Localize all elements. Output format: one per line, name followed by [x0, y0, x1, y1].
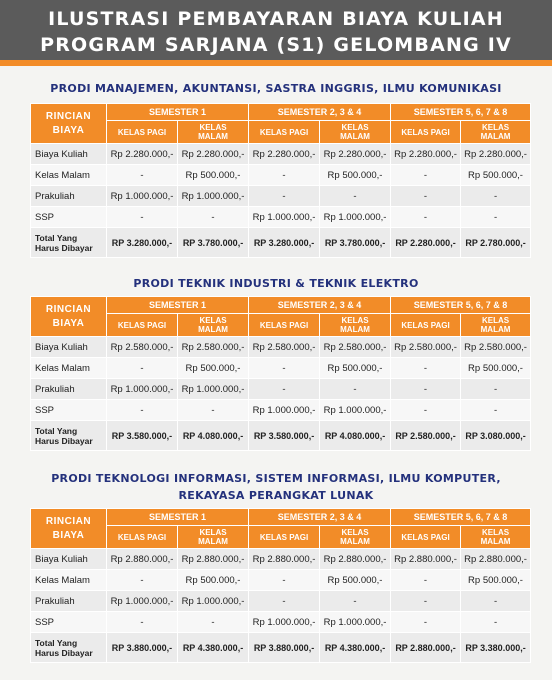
- fee-cell: -: [249, 186, 320, 207]
- text-line: BIAYA: [52, 529, 85, 541]
- fee-cell: Rp 1.000.000,-: [249, 207, 320, 228]
- header-kelas-malam: [178, 121, 249, 144]
- fee-cell: Rp 1.000.000,-: [320, 400, 391, 421]
- fee-cell: RP 4.080.000,-: [320, 421, 391, 451]
- fee-cell: Rp 500.000,-: [461, 165, 531, 186]
- text-line: MALAM: [340, 132, 370, 141]
- text-line: RINCIAN: [45, 110, 92, 122]
- total-row: [31, 633, 531, 663]
- table-row: [31, 186, 531, 207]
- fee-cell: Rp 2.880.000,-: [320, 549, 391, 570]
- text-line: Prakuliah: [35, 190, 75, 202]
- fee-cell: Rp 2.580.000,-: [178, 337, 249, 358]
- fee-cell: -: [320, 186, 391, 207]
- row-label: [31, 379, 107, 400]
- section-title-line: PRODI TEKNIK INDUSTRI & TEKNIK ELEKTRO: [133, 277, 419, 290]
- fee-cell: Rp 1.000.000,-: [320, 207, 391, 228]
- fee-cell: -: [461, 207, 531, 228]
- text-line: KELAS PAGI: [117, 127, 167, 137]
- text-line: Harus Dibayar: [35, 647, 93, 658]
- row-header-rincian-biaya: [31, 509, 107, 549]
- table-row: [31, 165, 531, 186]
- text-line: Biaya Kuliah: [35, 341, 88, 353]
- fee-cell: RP 2.780.000,-: [461, 228, 531, 258]
- header-kelas-malam: [461, 121, 531, 144]
- text-line: Biaya Kuliah: [35, 148, 88, 160]
- text-line: SSP: [35, 616, 55, 628]
- table-row: [31, 400, 531, 421]
- row-label: [31, 358, 107, 379]
- fee-cell: Rp 500.000,-: [178, 165, 249, 186]
- text-line: MALAM: [198, 325, 228, 334]
- fee-cell: RP 2.580.000,-: [391, 421, 461, 451]
- text-line: KELAS: [199, 123, 227, 132]
- text-line: KELAS PAGI: [259, 532, 309, 542]
- fee-cell: -: [107, 165, 178, 186]
- table-row: [31, 207, 531, 228]
- fee-cell: -: [107, 358, 178, 379]
- fee-cell: RP 3.280.000,-: [249, 228, 320, 258]
- fee-cell: -: [178, 400, 249, 421]
- semester-header: SEMESTER 1: [107, 509, 249, 526]
- fee-cell: Rp 1.000.000,-: [320, 612, 391, 633]
- semester-header: SEMESTER 2, 3 & 4: [249, 509, 391, 526]
- text-line: MALAM: [340, 325, 370, 334]
- fee-cell: -: [320, 379, 391, 400]
- header-kelas-pagi: [107, 121, 178, 144]
- fee-cell: Rp 2.580.000,-: [249, 337, 320, 358]
- row-header-rincian-biaya: [31, 104, 107, 144]
- table-row: [31, 358, 531, 379]
- text-line: KELAS: [341, 316, 369, 325]
- semester-header: SEMESTER 1: [107, 297, 249, 314]
- fee-cell: Rp 2.580.000,-: [320, 337, 391, 358]
- text-line: KELAS PAGI: [259, 320, 309, 330]
- semester-header: SEMESTER 5, 6, 7 & 8: [391, 104, 531, 121]
- fee-cell: -: [461, 379, 531, 400]
- semester-header: SEMESTER 2, 3 & 4: [249, 297, 391, 314]
- fee-cell: Rp 2.880.000,-: [178, 549, 249, 570]
- fee-cell: Rp 2.280.000,-: [107, 144, 178, 165]
- text-line: MALAM: [480, 325, 511, 334]
- text-line: MALAM: [480, 537, 511, 546]
- text-line: KELAS PAGI: [117, 532, 167, 542]
- header-kelas-pagi: [391, 314, 461, 337]
- fee-cell: Rp 500.000,-: [461, 570, 531, 591]
- fee-cell: Rp 500.000,-: [178, 358, 249, 379]
- fee-cell: Rp 1.000.000,-: [249, 400, 320, 421]
- text-line: KELAS PAGI: [401, 127, 450, 137]
- fee-cell: -: [461, 591, 531, 612]
- section-title-line: PRODI MANAJEMEN, AKUNTANSI, SASTRA INGGRIS, ILMU KOMUNIKASI: [50, 82, 502, 95]
- fee-cell: RP 2.880.000,-: [391, 633, 461, 663]
- fee-cell: RP 3.080.000,-: [461, 421, 531, 451]
- row-label: [31, 549, 107, 570]
- header-kelas-pagi: [249, 314, 320, 337]
- fee-cell: RP 2.280.000,-: [391, 228, 461, 258]
- fee-cell: -: [107, 207, 178, 228]
- text-line: KELAS PAGI: [401, 532, 450, 542]
- fee-cell: Rp 500.000,-: [461, 358, 531, 379]
- row-label: [31, 612, 107, 633]
- fee-cell: RP 3.780.000,-: [320, 228, 391, 258]
- text-line: Prakuliah: [35, 595, 75, 607]
- fee-cell: RP 3.380.000,-: [461, 633, 531, 663]
- text-line: Kelas Malam: [35, 362, 90, 374]
- total-row: [31, 228, 531, 258]
- fee-cell: Rp 2.280.000,-: [178, 144, 249, 165]
- fee-cell: Rp 2.580.000,-: [107, 337, 178, 358]
- fee-cell: Rp 2.280.000,-: [461, 144, 531, 165]
- fee-cell: Rp 2.280.000,-: [391, 144, 461, 165]
- fee-cell: Rp 1.000.000,-: [178, 379, 249, 400]
- section-title: [0, 470, 552, 504]
- text-line: RINCIAN: [45, 303, 92, 315]
- header-kelas-pagi: [249, 121, 320, 144]
- row-label: [31, 186, 107, 207]
- fee-cell: -: [249, 165, 320, 186]
- row-label: [31, 207, 107, 228]
- fee-cell: Rp 2.880.000,-: [461, 549, 531, 570]
- fee-cell: -: [391, 358, 461, 379]
- header-kelas-pagi: [107, 526, 178, 549]
- header-kelas-pagi: [249, 526, 320, 549]
- fee-cell: Rp 2.880.000,-: [107, 549, 178, 570]
- fee-cell: -: [391, 570, 461, 591]
- fee-cell: -: [391, 591, 461, 612]
- text-line: KELAS PAGI: [117, 320, 167, 330]
- fee-cell: Rp 1.000.000,-: [107, 186, 178, 207]
- fee-cell: Rp 1.000.000,-: [249, 612, 320, 633]
- fee-cell: -: [391, 400, 461, 421]
- fee-cell: -: [461, 186, 531, 207]
- fee-cell: -: [107, 612, 178, 633]
- text-line: KELAS: [341, 123, 369, 132]
- fee-cell: RP 3.880.000,-: [107, 633, 178, 663]
- text-line: MALAM: [340, 537, 370, 546]
- text-line: MALAM: [480, 132, 511, 141]
- text-line: Harus Dibayar: [35, 242, 93, 253]
- fee-cell: RP 3.280.000,-: [107, 228, 178, 258]
- fee-table: [30, 296, 531, 451]
- semester-header: SEMESTER 1: [107, 104, 249, 121]
- fee-cell: Rp 2.280.000,-: [320, 144, 391, 165]
- text-line: KELAS: [199, 528, 227, 537]
- row-label: [31, 144, 107, 165]
- text-line: RINCIAN: [45, 515, 92, 527]
- fee-cell: Rp 500.000,-: [320, 570, 391, 591]
- header-kelas-malam: [320, 121, 391, 144]
- section-title-line: PRODI TEKNOLOGI INFORMASI, SISTEM INFORMASI, ILMU KOMPUTER,: [51, 472, 501, 485]
- fee-cell: Rp 1.000.000,-: [107, 379, 178, 400]
- row-label: [31, 400, 107, 421]
- section-title: [0, 275, 552, 292]
- fee-cell: Rp 500.000,-: [178, 570, 249, 591]
- text-line: BIAYA: [52, 124, 85, 136]
- semester-header-row: [31, 104, 531, 121]
- fee-cell: RP 4.380.000,-: [178, 633, 249, 663]
- fee-cell: -: [320, 591, 391, 612]
- section-title-line: REKAYASA PERANGKAT LUNAK: [178, 489, 374, 502]
- fee-cell: -: [391, 186, 461, 207]
- header-kelas-malam: [320, 314, 391, 337]
- total-row: [31, 421, 531, 451]
- header-kelas-malam: [178, 314, 249, 337]
- text-line: Kelas Malam: [35, 574, 90, 586]
- table-row: [31, 144, 531, 165]
- table-row: [31, 337, 531, 358]
- text-line: MALAM: [198, 132, 228, 141]
- fee-cell: RP 3.780.000,-: [178, 228, 249, 258]
- text-line: BIAYA: [52, 317, 85, 329]
- table-row: [31, 379, 531, 400]
- row-label: [31, 337, 107, 358]
- text-line: KELAS: [481, 528, 510, 537]
- header-kelas-pagi: [391, 121, 461, 144]
- fee-cell: -: [107, 400, 178, 421]
- text-line: Total Yang: [35, 637, 78, 648]
- fee-cell: Rp 2.580.000,-: [461, 337, 531, 358]
- page-title-line-1: ILUSTRASI PEMBAYARAN BIAYA KULIAH: [48, 8, 504, 30]
- page-title-line-2: PROGRAM SARJANA (S1) GELOMBANG IV: [40, 34, 512, 56]
- row-label: [31, 570, 107, 591]
- semester-header: SEMESTER 2, 3 & 4: [249, 104, 391, 121]
- fee-cell: -: [391, 612, 461, 633]
- fee-cell: -: [107, 570, 178, 591]
- fee-cell: -: [178, 612, 249, 633]
- text-line: Biaya Kuliah: [35, 553, 88, 565]
- section-title: [0, 80, 552, 97]
- text-line: MALAM: [198, 537, 228, 546]
- semester-header: SEMESTER 5, 6, 7 & 8: [391, 297, 531, 314]
- header-banner: [0, 0, 552, 66]
- semester-header: SEMESTER 5, 6, 7 & 8: [391, 509, 531, 526]
- fee-cell: RP 3.580.000,-: [107, 421, 178, 451]
- header-kelas-pagi: [107, 314, 178, 337]
- fee-table: [30, 103, 531, 258]
- text-line: Total Yang: [35, 425, 78, 436]
- header-kelas-malam: [461, 526, 531, 549]
- text-line: KELAS: [481, 316, 510, 325]
- header-kelas-pagi: [391, 526, 461, 549]
- text-line: KELAS: [199, 316, 227, 325]
- text-line: Harus Dibayar: [35, 435, 93, 446]
- fee-cell: -: [461, 400, 531, 421]
- fee-cell: RP 4.380.000,-: [320, 633, 391, 663]
- fee-cell: Rp 500.000,-: [320, 358, 391, 379]
- fee-cell: -: [249, 379, 320, 400]
- header-kelas-malam: [320, 526, 391, 549]
- fee-cell: RP 3.880.000,-: [249, 633, 320, 663]
- text-line: Kelas Malam: [35, 169, 90, 181]
- fee-cell: -: [249, 591, 320, 612]
- fee-table: [30, 508, 531, 663]
- text-line: KELAS: [481, 123, 510, 132]
- semester-header-row: [31, 297, 531, 314]
- text-line: SSP: [35, 404, 55, 416]
- fee-cell: -: [391, 207, 461, 228]
- fee-cell: -: [391, 165, 461, 186]
- table-row: [31, 591, 531, 612]
- fee-cell: Rp 1.000.000,-: [178, 186, 249, 207]
- row-label: [31, 228, 107, 258]
- fee-cell: -: [178, 207, 249, 228]
- text-line: KELAS: [341, 528, 369, 537]
- fee-cell: Rp 500.000,-: [320, 165, 391, 186]
- fee-cell: -: [249, 358, 320, 379]
- text-line: Total Yang: [35, 232, 78, 243]
- table-row: [31, 570, 531, 591]
- row-label: [31, 165, 107, 186]
- fee-cell: Rp 1.000.000,-: [178, 591, 249, 612]
- fee-cell: Rp 2.880.000,-: [249, 549, 320, 570]
- fee-cell: Rp 2.280.000,-: [249, 144, 320, 165]
- text-line: KELAS PAGI: [259, 127, 309, 137]
- fee-cell: Rp 1.000.000,-: [107, 591, 178, 612]
- row-label: [31, 591, 107, 612]
- fee-cell: -: [391, 379, 461, 400]
- semester-header-row: [31, 509, 531, 526]
- fee-cell: RP 4.080.000,-: [178, 421, 249, 451]
- row-label: [31, 421, 107, 451]
- fee-cell: Rp 2.880.000,-: [391, 549, 461, 570]
- header-kelas-malam: [178, 526, 249, 549]
- row-header-rincian-biaya: [31, 297, 107, 337]
- fee-cell: RP 3.580.000,-: [249, 421, 320, 451]
- fee-cell: -: [249, 570, 320, 591]
- text-line: SSP: [35, 211, 55, 223]
- header-kelas-malam: [461, 314, 531, 337]
- text-line: Prakuliah: [35, 383, 75, 395]
- fee-cell: Rp 2.580.000,-: [391, 337, 461, 358]
- table-row: [31, 612, 531, 633]
- table-row: [31, 549, 531, 570]
- fee-cell: -: [461, 612, 531, 633]
- row-label: [31, 633, 107, 663]
- text-line: KELAS PAGI: [401, 320, 450, 330]
